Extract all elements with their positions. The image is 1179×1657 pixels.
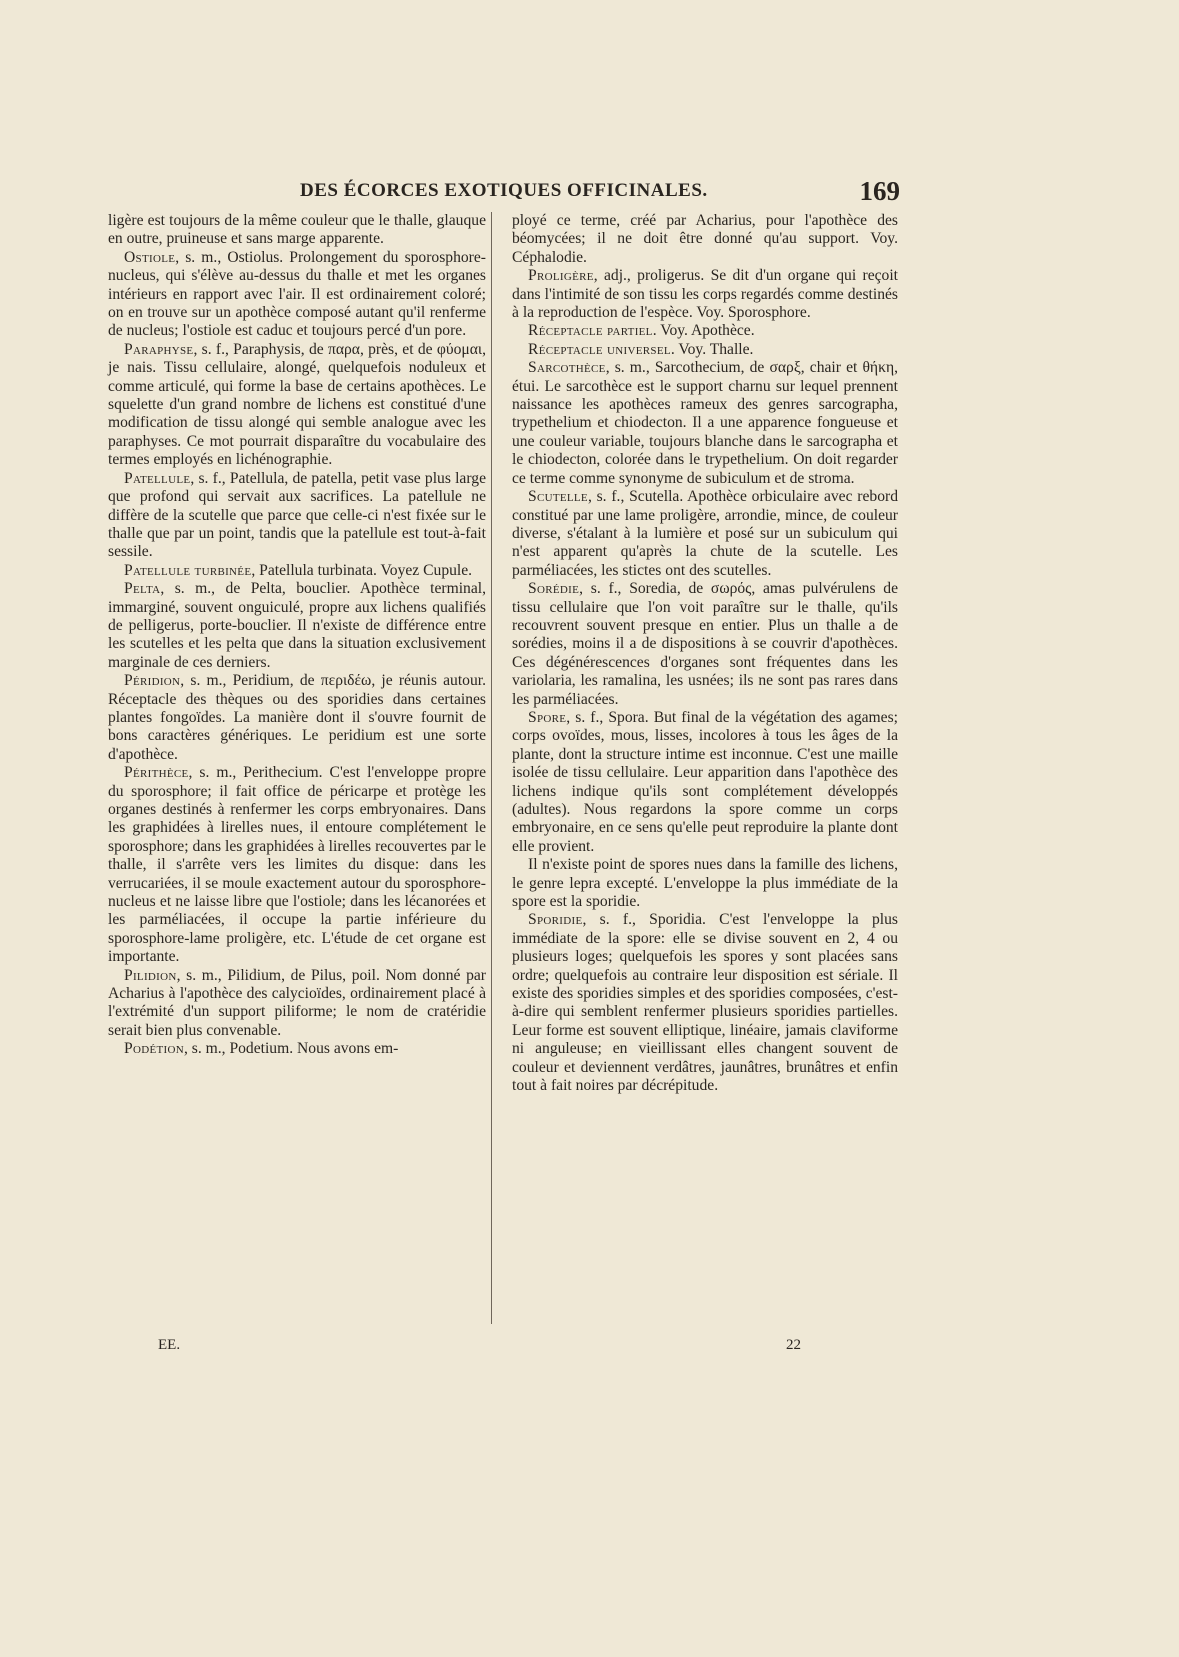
left-column (108, 212, 486, 1059)
glossary-entry (108, 580, 486, 672)
glossary-entry (108, 1040, 486, 1058)
glossary-entry (108, 967, 486, 1041)
entry-term: Péridion (124, 672, 181, 690)
entry-text: ligère est toujours de la même couleur que le thalle, glauque en outre, pruineuse et sans marge apparente. (108, 212, 486, 248)
glossary-entry (108, 249, 486, 341)
glossary-entry (512, 267, 898, 322)
entry-text: , s. m., Ostiolus. Prolongement du sporosphore-nucleus, qui s'élève au-dessus du thalle et met les organes intérieurs en rapport avec l'air. Il est ordinairement coloré; on en trouve sur un apothèce composé autant qu'il renferme de nucleus; l'ostiole est caduc et toujours percé d'un pore. (108, 248, 486, 340)
entry-text: . Voy. Thalle. (670, 340, 754, 358)
glossary-entry (108, 470, 486, 562)
entry-term: Sporidie (528, 911, 583, 929)
entry-term: Patellule (124, 469, 191, 487)
gathering-number: 22 (786, 1337, 801, 1353)
entry-term: Patellule turbinée (124, 561, 252, 579)
entry-term: Réceptacle universel (528, 340, 671, 358)
entry-text: , s. f., Paraphysis, de παρα, près, et de φύομαι, je nais. Tissu cellulaire, alongé, quelquefois noduleux et comme articulé, qui forme la base de certains apothèces. Le squelette d'un grand nombre de lichens est constitué d'une modification de tissu alongé qui semble analogue avec les paraphyses. Ce mot pourrait disparaître du vocabulaire des termes employés en lichénographie. (108, 340, 486, 469)
right-column (512, 212, 898, 1096)
entry-text: , adj., proligerus. Se dit d'un organe qui reçoit dans l'intimité de son tissu les corps regardés comme destinés à la reproduction de l'espèce. Voy. Sporosphore. (512, 267, 898, 322)
entry-text: , s. f., Spora. But final de la végétation des agames; corps ovoïdes, mous, lisses, incolores à tous les âges de la plante, dont la structure intime est inconnue. C'est une maille isolée de tissu cellulaire. Leur apparition dans l'apothèce des lichens indique qu'ils sont complétement développés (adultes). Nous regardons la spore comme un corps embryonaire, en ce sens qu'elle peut reproduire la plante dont elle provient. (512, 708, 898, 855)
glossary-entry (512, 359, 898, 488)
glossary-entry (512, 856, 898, 911)
entry-text: , Patellula turbinata. Voyez Cupule. (251, 561, 473, 579)
entry-text: , s. m., de Pelta, bouclier. Apothèce terminal, immarginé, souvent onguiculé, propre aux lichens qualifiés de pelligerus, porte-bouclier. Il n'existe de différence entre les scutelles et les pelta que dans la situation exclusivement marginale de ces derniers. (108, 580, 486, 671)
column-divider (491, 212, 492, 1324)
entry-text: , s. m., Peridium, de περιδέω, je réunis autour. Réceptacle des thèques ou des sporidies dans certaines plantes fongoïdes. La manière dont il s'ouvre fournit de bons caractères génériques. Le peridium est une sorte d'apothèce. (108, 672, 486, 763)
entry-text: , s. f., Scutella. Apothèce orbiculaire avec rebord constitué par une lame proligère, arrondie, mince, de couleur diverse, s'étalant à la lumière et posé sur un subiculum qui n'est apparent qu'après la chute de la scutelle. Les parméliacées, les stictes ont des scutelles. (512, 488, 898, 579)
glossary-entry (108, 212, 486, 249)
glossary-entry (512, 580, 898, 709)
entry-term: Ostiole (124, 248, 176, 266)
entry-text: , s. m., Perithecium. C'est l'enveloppe propre du sporosphore; il fait office de péricarpe et protège les organes destinés à renfermer les corps embryonaires. Dans les graphidées à lirelles nues, il entoure complétement le sporosphore; dans les graphidées à lirelles recouvertes par le thalle, il s'arrête vers les limites du disque: dans les verrucariées, il se moule exactement autour du sporosphore-nucleus et ne laisse libre que l'ostiole; dans les lécanorées et les parméliacées, il occupe la partie inférieure du sporosphore-lame proligère, etc. L'étude de cet organe est importante. (108, 764, 486, 966)
entry-text: , s. f., Sporidia. C'est l'enveloppe la plus immédiate de la spore: elle se divise souvent en 2, 4 ou plusieurs loges; quelquefois les spores y sont placées sans ordre; quelquefois au contraire leur disposition est sériale. Il existe des sporidies simples et des sporidies composées, c'est-à-dire qui semblent renfermer plusieurs sporidies partielles. Leur forme est souvent elliptique, linéaire, jamais claviforme ni anguleuse; en vieillissant elles changent souvent de couleur et deviennent verdâtres, jaunâtres, brunâtres et enfin tout à fait noires par décrépitude. (512, 911, 898, 1095)
entry-term: Périthèce (124, 764, 189, 782)
entry-term: Scutelle (528, 488, 588, 506)
entry-term: Spore (528, 708, 567, 726)
entry-text: ployé ce terme, créé par Acharius, pour l'apothèce des béomycées; il ne doit être donné qu'au support. Voy. Céphalodie. (512, 212, 898, 266)
glossary-entry (512, 488, 898, 580)
entry-term: Paraphyse (124, 340, 194, 358)
glossary-entry (108, 341, 486, 470)
glossary-entry (108, 764, 486, 966)
entry-text: , s. m., Podetium. Nous avons em- (183, 1040, 399, 1058)
page-number: 169 (859, 176, 900, 206)
glossary-entry (512, 709, 898, 856)
glossary-entry (512, 322, 898, 340)
entry-term: Réceptacle partiel (528, 322, 653, 340)
entry-term: Proligère (528, 267, 594, 285)
entry-term: Sarcothèce (528, 359, 606, 377)
entry-text: , s. m., Pilidium, de Pilus, poil. Nom donné par Acharius à l'apothèce des calycioïdes, ordinairement placé à l'extrémité d'un support piliforme; le nom de cratéridie serait bien plus convenable. (108, 966, 486, 1039)
signature-mark: EE. (158, 1337, 181, 1353)
entry-term: Pelta (124, 580, 161, 598)
entry-text: , s. f., Soredia, de σωρός, amas pulvérulens de tissu cellulaire que l'on voit paraître sur le thalle, qu'ils recouvrent souvent presque en entier. Plus un thalle a de sorédies, moins il a de dispositions à se couvrir d'apothèces. Ces dégénérescences d'organes sont fréquentes dans les variolaria, les ramalina, les usnées; ils ne sont pas rares dans les parméliacées. (512, 580, 898, 708)
entry-text: . Voy. Apothèce. (652, 322, 755, 340)
glossary-entry (108, 562, 486, 580)
entry-term: Sorédie (528, 580, 580, 598)
glossary-entry (512, 911, 898, 1095)
running-header (300, 176, 900, 206)
entry-term: Pilidion (124, 966, 177, 984)
glossary-entry (108, 672, 486, 764)
header-title: DES ÉCORCES EXOTIQUES OFFICINALES. (300, 180, 708, 201)
glossary-entry (512, 341, 898, 359)
glossary-entry (512, 212, 898, 267)
entry-text: , s. f., Patellula, de patella, petit vase plus large que profond qui servait aux sacrifices. La patellule ne diffère de la scutelle que parce que celle-ci n'est fixée sur le thalle que par un point, tandis que la patellule est tout-à-fait sessile. (108, 469, 486, 561)
entry-term: Podétion (124, 1040, 184, 1058)
entry-text: Il n'existe point de spores nues dans la famille des lichens, le genre lepra excepté. L'enveloppe la plus immédiate de la spore est la sporidie. (512, 856, 898, 911)
entry-text: , s. m., Sarcothecium, de σαρξ, chair et θήκη, étui. Le sarcothèce est le support charnu sur lequel prennent naissance les apothèces rameux des genres sarcographa, trypethelium et chiodecton. Il a une apparence fongueuse et une couleur variable, toujours blanche dans le sarcographa et le chiodecton, colorée dans le trypethelium. On doit regarder ce terme comme synonyme de subiculum et de stroma. (512, 359, 898, 487)
